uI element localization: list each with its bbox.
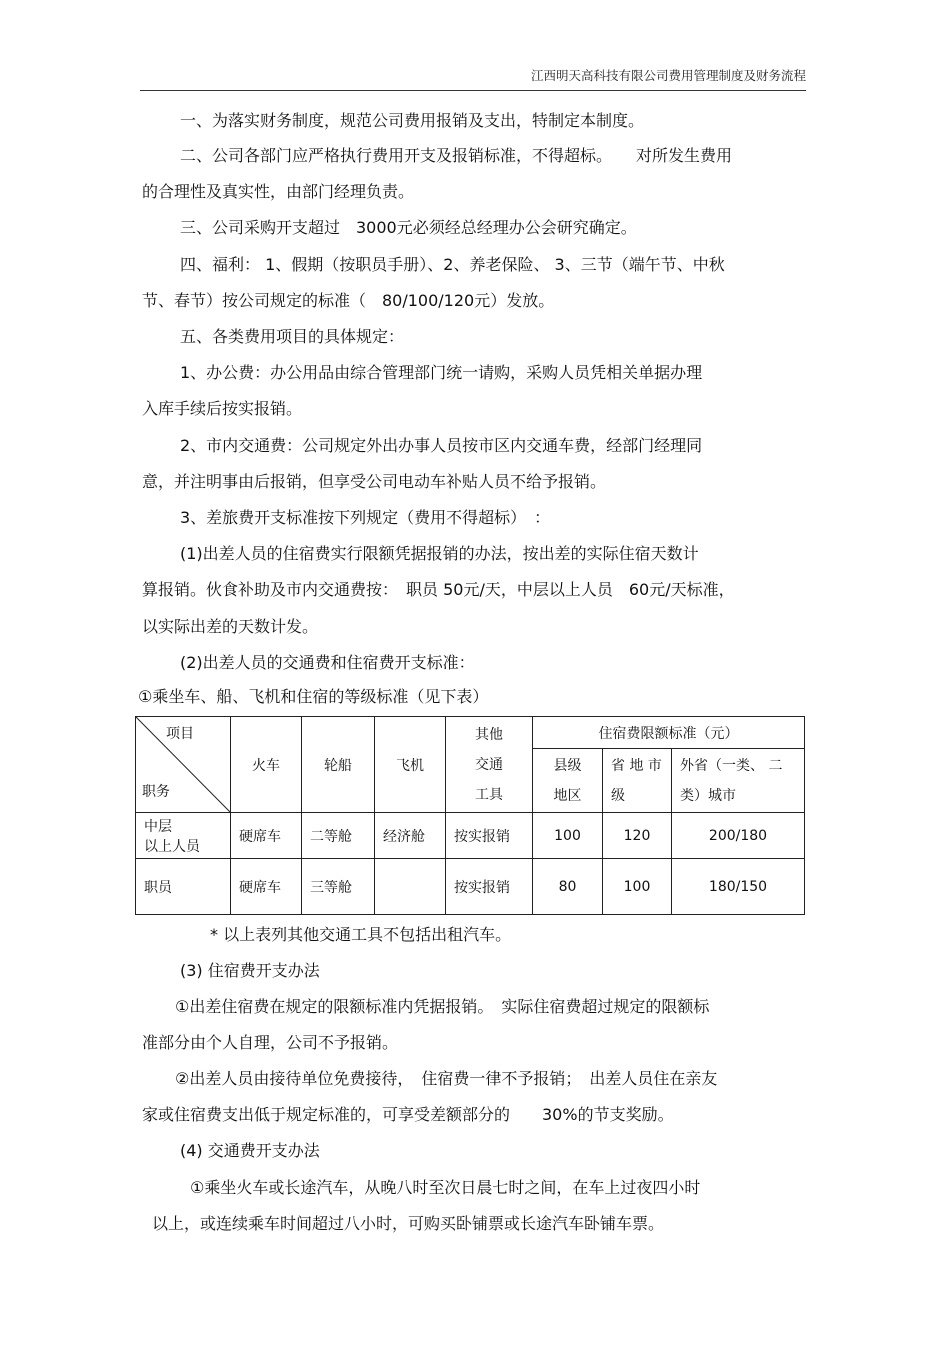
table-row bbox=[136, 813, 805, 859]
cell-plane bbox=[375, 859, 446, 915]
cell-other: 按实报销 bbox=[446, 813, 533, 859]
paragraph-4: 四、福利： 1、假期（按职员手册）、2、养老保险、 3、三节（端午节、中秋 bbox=[180, 255, 725, 274]
paragraph-2-cont: 的合理性及真实性，由部门经理负责。 bbox=[142, 182, 415, 201]
cell-train: 硬席车 bbox=[231, 859, 302, 915]
subheader-county-line-2: 地区 bbox=[553, 787, 582, 804]
transport-rule-1-cont: 以上，或连续乘车时间超过八小时，可购买卧铺票或长途汽车卧铺车票。 bbox=[152, 1214, 665, 1233]
section-lodging-title: (3) 住宿费开支办法 bbox=[180, 961, 320, 980]
header-other-line-2: 交通 bbox=[475, 756, 503, 773]
paragraph-travel-1-end: 以实际出差的天数计发。 bbox=[142, 617, 319, 636]
subheader-outside-line-1: 外省（一类、 二 bbox=[680, 757, 783, 774]
header-other-line-3: 工具 bbox=[475, 786, 503, 803]
paragraph-1: 一、为落实财务制度，规范公司费用报销及支出，特制定本制度。 bbox=[180, 111, 645, 130]
paragraph-office-cont: 入库手续后按实报销。 bbox=[142, 399, 303, 418]
row-role-line-2: 以上人员 bbox=[144, 838, 200, 855]
cell-other: 按实报销 bbox=[446, 859, 533, 915]
cell-province: 120 bbox=[603, 813, 672, 859]
lodging-rule-2: ②出差人员由接待单位免费接待， 住宿费一律不予报销； 出差人员住在亲友 bbox=[175, 1069, 718, 1088]
lodging-rule-1: ①出差住宿费在规定的限额标准内凭据报销。 实际住宿费超过规定的限额标 bbox=[175, 997, 710, 1016]
paragraph-2: 二、公司各部门应严格执行费用开支及报销标准，不得超标。 对所发生费用 bbox=[180, 146, 733, 165]
paragraph-travel-2: (2)出差人员的交通费和住宿费开支标准： bbox=[180, 653, 475, 672]
header-train: 火车 bbox=[231, 717, 302, 813]
cell-county: 100 bbox=[533, 813, 603, 859]
paragraph-transport-cont: 意，并注明事由后报销，但享受公司电动车补贴人员不给予报销。 bbox=[142, 472, 607, 491]
cell-county: 80 bbox=[533, 859, 603, 915]
row-role: 职员 bbox=[136, 859, 231, 915]
lodging-rule-1-cont: 准部分由个人自理，公司不予报销。 bbox=[142, 1033, 399, 1052]
standards-table bbox=[135, 716, 805, 915]
header-ship: 轮船 bbox=[302, 717, 375, 813]
cell-ship: 三等舱 bbox=[302, 859, 375, 915]
lodging-rule-2-cont: 家或住宿费支出低于规定标准的，可享受差额部分的 30%的节支奖励。 bbox=[142, 1105, 674, 1124]
header-title: 江西明天高科技有限公司费用管理制度及财务流程 bbox=[530, 68, 806, 83]
header-other bbox=[446, 717, 533, 813]
header-plane: 飞机 bbox=[375, 717, 446, 813]
corner-label-role: 职务 bbox=[142, 784, 170, 800]
paragraph-office: 1、办公费：办公用品由综合管理部门统一请购，采购人员凭相关单据办理 bbox=[180, 363, 703, 382]
cell-outside: 180/150 bbox=[672, 859, 805, 915]
row-role bbox=[136, 813, 231, 859]
corner-label-item: 项目 bbox=[166, 726, 194, 742]
transport-rule-1: ①乘坐火车或长途汽车，从晚八时至次日晨七时之间，在车上过夜四小时 bbox=[190, 1178, 701, 1197]
subheader-outside-line-2: 类）城市 bbox=[680, 787, 736, 804]
subheader-county-line-1: 县级 bbox=[553, 757, 582, 774]
cell-outside: 200/180 bbox=[672, 813, 805, 859]
subheader-province-line-2: 级 bbox=[611, 787, 625, 804]
subheader-county bbox=[533, 749, 603, 813]
paragraph-travel-1-cont: 算报销。伙食补助及市内交通费按： 职员 50元/天，中层以上人员 60元/天标准， bbox=[142, 580, 735, 599]
page-header bbox=[140, 66, 806, 91]
table-corner-cell bbox=[136, 717, 231, 813]
paragraph-5: 五、各类费用项目的具体规定： bbox=[180, 327, 405, 346]
paragraph-travel: 3、差旅费开支标准按下列规定（费用不得超标） ： bbox=[180, 508, 551, 527]
subheader-province bbox=[603, 749, 672, 813]
table-row bbox=[136, 859, 805, 915]
paragraph-3: 三、公司采购开支超过 3000元必须经总经理办公会研究确定。 bbox=[180, 218, 637, 237]
cell-train: 硬席车 bbox=[231, 813, 302, 859]
cell-plane: 经济舱 bbox=[375, 813, 446, 859]
paragraph-4-cont: 节、春节）按公司规定的标准（ 80/100/120元）发放。 bbox=[142, 291, 555, 310]
section-transport-title: (4) 交通费开支办法 bbox=[180, 1141, 320, 1160]
table-footnote: * 以上表列其他交通工具不包括出租汽车。 bbox=[210, 925, 512, 944]
row-role-line-1: 中层 bbox=[144, 818, 172, 835]
paragraph-travel-1: (1)出差人员的住宿费实行限额凭据报销的办法，按出差的实际住宿天数计 bbox=[180, 544, 699, 563]
header-other-line-1: 其他 bbox=[475, 726, 503, 743]
cell-province: 100 bbox=[603, 859, 672, 915]
paragraph-transport: 2、市内交通费：公司规定外出办事人员按市区内交通车费，经部门经理同 bbox=[180, 436, 703, 455]
subheader-province-line-1: 省 地 市 bbox=[611, 757, 662, 774]
header-lodging: 住宿费限额标准（元） bbox=[533, 717, 805, 749]
cell-ship: 二等舱 bbox=[302, 813, 375, 859]
subheader-outside bbox=[672, 749, 805, 813]
table-caption: ①乘坐车、船、飞机和住宿的等级标准（见下表） bbox=[138, 687, 489, 706]
